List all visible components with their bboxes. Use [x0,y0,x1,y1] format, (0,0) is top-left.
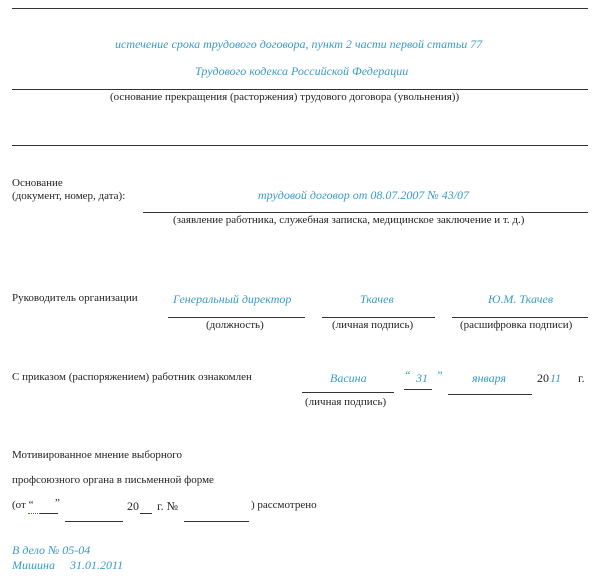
union-year-suffix: г. № [157,499,179,513]
termination-reason-rule [12,89,588,90]
termination-reason-caption: (основание прекращения (расторжения) трудового договора (увольнения)) [110,91,460,103]
acknowledgment-quote-open: “ [404,368,411,382]
head-label: Руководитель организации [12,292,138,304]
acknowledgment-year-prefix: 20 [537,371,549,385]
union-year-rule [140,513,152,514]
union-from-prefix: (от “ [12,499,34,511]
acknowledgment-day-value: 31 [416,371,428,385]
union-number-rule [184,521,249,522]
acknowledgment-label: С приказом (распоряжением) работник ознакомлен [12,371,252,383]
basis-caption: (заявление работника, служебная записка, медицинское заключение и т. д.) [173,214,525,226]
acknowledgment-quote-close: ” [436,368,443,382]
head-position-rule [168,317,305,318]
union-considered: ) рассмотрено [251,499,317,511]
basis-label: Основание [12,177,63,189]
acknowledgment-signature-caption: (личная подпись) [305,396,387,408]
filing-signer: Мишина [12,558,56,572]
acknowledgment-year-suffix: г. [578,371,585,385]
blank-rule [12,145,588,146]
head-signature-value: Ткачев [360,292,394,306]
union-opinion-line1: Мотивированное мнение выборного [12,449,183,461]
basis-label-sub: (документ, номер, дата): [12,190,126,202]
acknowledgment-month-value: января [472,371,507,385]
acknowledgment-month-rule [448,394,532,395]
head-name-caption: (расшифровка подписи) [460,319,573,331]
head-name-rule [452,317,588,318]
acknowledgment-signature-value: Васина [330,371,367,385]
acknowledgment-signature-rule [302,392,394,393]
union-day-rule [40,513,58,514]
basis-document-value: трудовой договор от 08.07.2007 № 43/07 [258,188,470,202]
head-position-caption: (должность) [206,319,264,331]
head-signature-rule [322,317,435,318]
basis-rule [143,212,588,213]
filing-date: 31.01.2011 [70,558,124,572]
head-position-value: Генеральный директор [173,292,292,306]
head-name-value: Ю.М. Ткачев [488,292,554,306]
union-quote-close: ” [55,497,60,509]
union-squiggle [28,509,40,514]
termination-reason-line2: Трудового кодекса Российской Федерации [195,64,409,78]
top-rule [12,8,588,9]
union-year-prefix: 20 [127,499,139,513]
acknowledgment-day-rule [404,389,432,390]
union-opinion-line2: профсоюзного органа в письменной форме [12,474,214,486]
filing-case-number: В дело № 05-04 [12,543,91,557]
union-month-rule [65,521,123,522]
acknowledgment-year-value: 11 [550,371,562,385]
head-signature-caption: (личная подпись) [332,319,414,331]
termination-reason-line1: истечение срока трудового договора, пункт 2 части первой статьи 77 [115,37,483,51]
